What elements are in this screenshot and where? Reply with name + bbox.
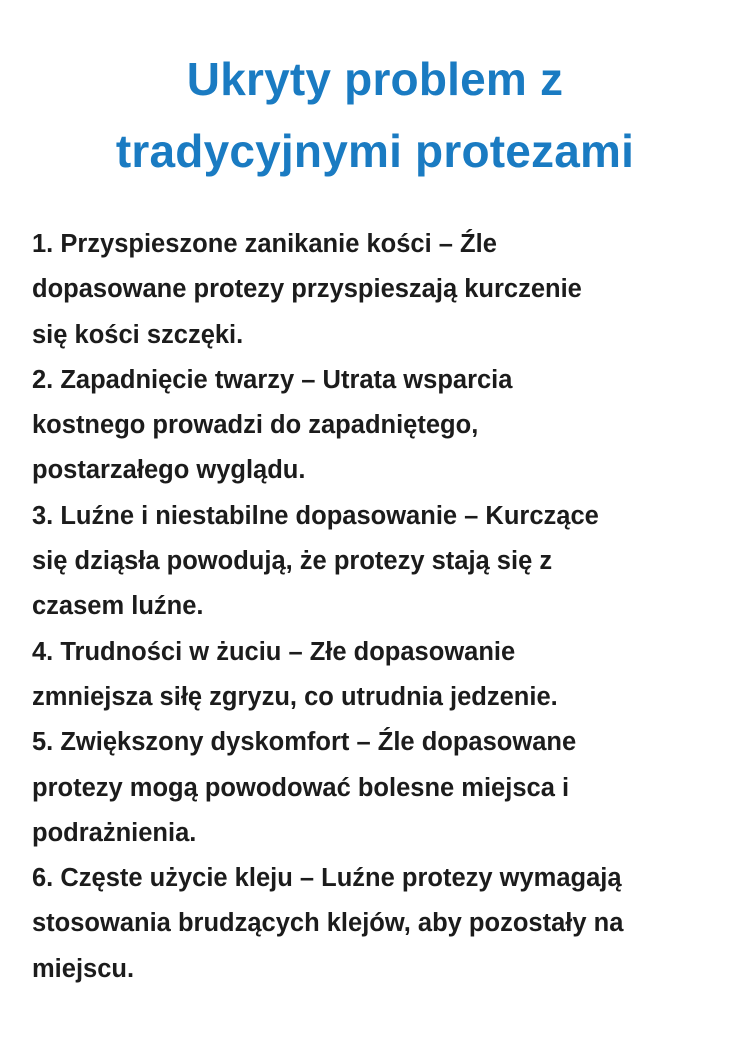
list-item-line: podrażnienia. [32, 818, 197, 847]
list-item-line: 3. Luźne i niestabilne dopasowanie – Kurczące [32, 501, 599, 530]
list-item-line: 2. Zapadnięcie twarzy – Utrata wsparcia [32, 365, 513, 394]
list-item-line: się kości szczęki. [32, 320, 244, 349]
list-item-1 [32, 222, 732, 358]
list-item-line: kostnego prowadzi do zapadniętego, [32, 411, 479, 440]
list-item-6 [32, 856, 732, 992]
list-item-3 [32, 494, 732, 630]
list-item-line: zmniejsza siłę zgryzu, co utrudnia jedzenie. [32, 682, 558, 711]
list-item-line: protezy mogą powodować bolesne miejsca i [32, 773, 570, 802]
list-item-line: miejscu. [32, 954, 135, 983]
problem-list [32, 222, 732, 992]
list-item-line: 6. Częste użycie kleju – Luźne protezy wymagają [32, 864, 622, 893]
list-item-line: dopasowane protezy przyspieszają kurczenie [32, 275, 582, 304]
list-item-5 [32, 720, 732, 856]
list-item-2 [32, 358, 732, 494]
list-item-line: czasem luźne. [32, 592, 204, 621]
list-item-line: 5. Zwiększony dyskomfort – Źle dopasowane [32, 728, 577, 757]
list-item-line: 1. Przyspieszone zanikanie kości – Źle [32, 230, 497, 258]
list-item-line: się dziąsła powodują, że protezy stają się z [32, 547, 553, 576]
title-line-2: tradycyjnymi protezami [115, 125, 635, 177]
list-item-line: postarzałego wyglądu. [32, 456, 306, 485]
list-item-line: stosowania brudzących klejów, aby pozostały na [32, 909, 624, 938]
list-item-4 [32, 630, 732, 721]
list-item-line: 4. Trudności w żuciu – Złe dopasowanie [32, 637, 516, 666]
page-title [0, 43, 750, 187]
title-line-1: Ukryty problem z [186, 53, 564, 105]
